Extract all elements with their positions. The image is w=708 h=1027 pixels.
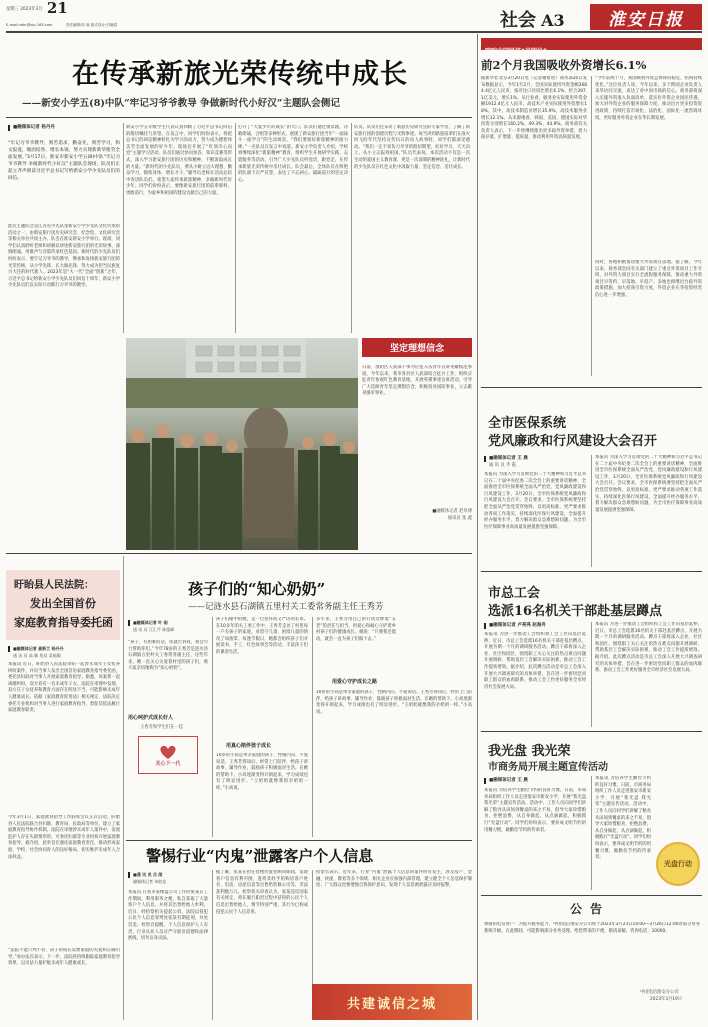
court-text-2: 今年3月1日，家庭教育指导工作联席会议正式启动，盱眙县人民法院联合县妇联、教育局、民政局等单位，建立了家庭教育指导协作机制。法院在审理涉未成年人案件中，发现监护人存在失职情形的，可委托妇联等专业机构开展家庭教育指导。据介绍，此举旨在强化家庭教育责任，推动形成家庭、学校、社会协同育人的良好格局，切实维护未成年人合法权益。 [8, 815, 120, 860]
grandma-subtitle: ——记涟水县石湖镇五里村关工委常务副主任王秀芳 [188, 602, 384, 612]
integrity-banner-text: 共建诚信之城 [346, 996, 437, 1012]
union-byline: ■融媒体记者 卢亮亮 赵海舟 [484, 623, 546, 629]
court-byline: ■融媒体记者 姜新兰 杨丹丹 [8, 646, 64, 652]
photo-credit-1: ■融媒体记者 赵阜博 [432, 509, 472, 514]
plate-text-2: 本报讯 为培养学生勤俭节约的良好习惯，日前，市商务局组织工作人员走进淮安市新安小学，开展“我光盘 我光荣”主题宣传活动。活动中，工作人员向同学们讲解了粮食从田间到餐桌的来之不易，倡导大家珍惜粮食、拒绝浪费，从自身做起，从点滴做起，积极践行“光盘行动”。同学们纷纷表示，要养成文明节约的用餐习惯，做勤俭节约的传承者。 [595, 776, 651, 861]
heart-hands-icon [157, 744, 179, 760]
court-text-1: 本报讯 近日，盱眙县人民法院审结一起涉未成年子女抚养纠纷案件，并向当事人发出全国首份家庭教育指导委托函，委托县妇联对当事人开展家庭教育指导。据悉，该案系一起离婚纠纷，双方育有一名未成年子女。法院在审理中发现，双方在子女抚养和教育方面存在明显不当，可能影响未成年人健康成长。依据《家庭教育促进法》相关规定，法院决定委托专业机构对当事人进行家庭教育指导，督促其依法履行家庭教育职责。 [8, 662, 120, 714]
paper-logo [590, 4, 702, 30]
plate-text-1: 本报讯 为培养学生勤俭节约的良好习惯，日前，市商务局组织工作人员走进淮安市新安小学，开展“我光盘 我光荣”主题宣传活动。活动中，工作人员向同学们讲解了粮食从田间到餐桌的来之不易，倡导大家珍惜粮食、拒绝浪费，从自身做起，从点滴做起，积极践行“光盘行动”。同学们纷纷表示，要养成文明节约的用餐习惯，做勤俭节约的传承者。 [484, 788, 586, 833]
grandma-text-2: 孩子们眼中的她，是一位慈祥而又严厉的长辈。在10多年的关工委工作中，王秀芳走访了村里每一户有孩子的家庭，对留守儿童、困境儿童的情况了如指掌。每逢节假日，她都会组织孩子们开展读书、手工、红色故事会等活动，丰富孩子们的课余生活。 [216, 617, 308, 655]
grandma-subhead-3: 用爱心守护成长之路 [332, 679, 378, 685]
masthead-editor: 责任编辑/宋 蓉 版式设计/吕晓春 [65, 23, 118, 27]
photo-credit-2: 通讯员 张 鑫 [447, 515, 472, 521]
grandma-headline: 孩子们的“知心奶奶” [188, 580, 326, 598]
lead-intro: “牢记习爷爷教导，刻苦追求，勤奋先，刻苦学习，和文报爱，做团结各，增长本领，努力实现新新华使劳全面发展。”3月17日，淮安市新安小学五(8)中队“牢记习爷爷教导 争做新时代小好汉”主题队会现场，队员们正起立齐声朗读习近平总书记写给新安小学少先队员们的回信。 [8, 141, 120, 181]
insider-text-1: 本报讯 在我市某楼盘公司工作的张某在工作期间，利用职务之便，私自获取了大量客户个人信息，并将其出售给他人牟利。近日，经检察机关提起公诉，法院以侵犯公民个人信息罪判处张某有期徒刑，并处罚金。检察官提醒，个人信息保护人人有责，行业从业人员应严守职业道德和法律底线，切勿以身试法。 [128, 890, 208, 942]
soldiers-photo-illustration [126, 338, 358, 550]
lead-title: 在传承新旅光荣传统中成长 [72, 59, 408, 90]
masthead-date: 星期三 2023年3月 [6, 7, 43, 12]
grandma-subhead-2: 用真心陪伴孩子成长 [226, 743, 272, 749]
masthead-page-number: 21 [46, 0, 68, 17]
lead-subtitle: ——新安小学五(8)中队“牢记习爷爷教导 争做新时代小好汉”主题队会侧记 [22, 98, 340, 109]
lead-col1: 此次主题队会是江苏省少先队星新安小学少先队文化传承的活动之一，由新安旅行团历史研究会、纪念馆、文化研究会等相关单位共同主办。队会在淮安新安小学举行。现场，同学们认真聆听老师和讲解员讲述新安旅行团的光荣故事，深情朗诵，用歌声与诗篇传承红色基因。新时代的少先队员们纷纷表示，要牢记习爷爷的教导，继承和发扬新安旅行团的光荣传统，从小学先锋、长大做先锋，努力成为担当民族复兴大任的时代新人。2023年是“大一代”全面“创新”之年，习近平总书记给新安小学少先队员们回信十周年，新安小学少先队员们以实际行动践行习爷爷的教导。 [8, 224, 120, 289]
court-byline-b: 通 讯 员 高 颖 詹双 姜福顺 [13, 653, 61, 658]
notice-title: 公告 [569, 902, 610, 916]
photo-caption-title: 坚定理想信念 [362, 338, 472, 357]
photo-caption-text: 日前，淮阴区人武部干事为应征入伍青年宣讲英雄模范事迹。今年以来，我市各县区人武部结合征兵工作，组织应征青年参观红色教育基地，开展英模事迹宣讲活动，引导广大适龄青年坚定理想信念、积极投身国防事业，立志献身强军事业。 [362, 365, 472, 397]
grandma-text-3: 10岁的小高是单亲家庭的孩子，性格内向、不爱说话。王秀芳得知后，经常上门陪伴，给孩子讲故事、辅导作业，鼓励孩子积极面对生活。在她的帮助下，小高逐渐变得开朗起来，学习成绩也有了明显进步。“王奶奶就像我的亲奶奶一样。”小高说。 [216, 753, 308, 791]
lead-col4: 队员。队员们还采访了新旅历史研究会的专家学者，了解了新安旅行团的创建历程与光辉事迹。每当讲到新旅前辈们在战火纷飞的年代坚持宣传抗日的动人故事时，同学们都深受感动。“我们一定不辜负习爷爷的殷切期望，好好学习，天天向上，从小立志报效祖国。”队员代表说。本次活动不仅是一次生动的爱国主义教育课，更是一次深刻的精神洗礼，让新时代的少先队员在红色文化中汲取力量、坚定信念、茁壮成长。 [354, 125, 470, 170]
plate-byline: ■融媒体记者 王 晨 [484, 778, 528, 784]
grandma-text-5: 10岁的小高是单亲家庭的孩子，性格内向、不爱说话。王秀芳得知后，经常上门陪伴，给孩子讲故事、辅导作业，鼓励孩子积极面对生活。在她的帮助下，小高逐渐变得开朗起来，学习成绩也有了明显进步。“王奶奶就像我的亲奶奶一样。”小高说。 [316, 690, 472, 715]
guangong-logo [138, 736, 198, 774]
grandma-text-1: “孩子，有困难的话，你就告诉我，我会尽力帮助你们。”今年78岁的王秀芳是涟水县石湖镇五里村关工委常务副主任，这些年来，她一直关心关爱着村里的孩子们，被大家亲切地称为“知心奶奶”。 [128, 640, 208, 672]
economy-text-2: “今年前两个月，我国吸收外资总体保持稳定，结构持续优化。”这位负责人说，今年以来，多个跨国企业负责人来华访问交流，表达了对中国市场的信心。商务部将深入实施外资准入负面清单，落实好外资企业国民待遇，加大对外资企业的服务保障力度，推动出台更多投资促进政策，持续打造市场化、法治化、国际化一流营商环境，更好服务外资企业在华长期发展。 [595, 76, 702, 121]
guangong-logo-text: 关心下一代 [155, 760, 181, 767]
union-text-2: 本报讯 为进一步推动工会组织和工会工作向基层延伸，近日，市总工会选派16名机关干部赴基层蹲点，开展为期一个月的调研服务活动。蹲点干部将深入企业、社区和园区，围绕职工关心关注的热点难点问题开展调研，帮助基层工会解决实际困难，推动工会工作提质增效。据介绍，此次蹲点活动是市总工会深入开展大兴调查研究的具体举措，旨在进一步密切党同职工群众的血肉联系，推动工会工作更好服务全市经济社会发展大局。 [595, 622, 702, 674]
grandma-byline-b: 通 讯 员 江汇芹 陈俊峰 [133, 627, 175, 632]
lead-col2: 新安小学五年级学生代表认真回顾了习近平总书记回信的殷切嘱托与厚望。在发言中，同学们纷纷表示，将把总书记的回信精神转化为学习的动力，努力成为德智体美劳全面发展的好少年。现场还开展了“红领巾心向党”主题学习活动，队员们通过快问快答、知识竞赛等形式，深入学习新安旅行团的历史和精神，不断汲取成长的力量。“新时代的少先队员，要从小树立远大理想，勤奋学习，锻炼身体，增长才干。”辅导员老师在活动总结中寄语队员们，希望大家传承新旅精神，争做新时代好少年。同学们纷纷表示，要像新安旅行团的前辈那样，勇敢前行，为家乡和祖国的建设贡献自己的力量。 [126, 125, 232, 196]
insider-text-3: 检察官表示，近年来，行业“内鬼”泄露个人信息的案件时有发生，涉及房产、金融、快递、教育等多个领域。相关企业应加强内部管理，建立健全个人信息保护制度；广大群众也要增强自我保护意识，发现个人信息被泄露应及时报警。 [316, 870, 472, 889]
photo-caption-block [362, 338, 472, 550]
economy-kicker-bar [481, 38, 702, 55]
grandma-byline: ■融媒体记者 叶 刚 [128, 620, 168, 626]
clean-plate-badge [656, 842, 700, 886]
masthead-email-line [6, 22, 306, 29]
masthead-email: E-mail:hahr@vip.163.com [6, 23, 53, 27]
court-headline-b: 发出全国首份 [30, 597, 96, 610]
economy-kicker: 唱响中国经济“光明论” [485, 48, 547, 55]
insider-text-2: 据了解，张某在担任售楼处置业顾问期间，发现客户信息有利可图，遂将其经手的购房客户姓名、电话、房屋信息等出售给装修公司等，非法获利数万元。检察机关审查认为，张某违反国家有关规定，将在履行职责过程中获得的公民个人信息出售给他人，情节特别严重，其行为已构成侵犯公民个人信息罪。 [216, 870, 308, 915]
grandma-subhead-1: 用心呵护式成长好人 [128, 715, 174, 721]
medical-headline-a: 全市医保系统 [488, 416, 567, 431]
masthead-section-name: 社会 [500, 10, 536, 31]
masthead-date-line [6, 0, 206, 17]
economy-text-1: 据新华社北京3月20日电（记者谢希瑶）商务部20日发布数据显示，今年1至2月，全国实际使用外资金额2684.4亿元人民币，按可比口径同比增长6.1%，折合397.1亿美元，增长1%。从行业看，服务业实际使用外资金额1912.4亿元人民币；高技术产业实际使用外资增长18%。其中，高技术制造业增长35.9%，高技术服务业增长12.1%。从来源地看，韩国、美国、德国实际对华投资分别增长160.2%、49.3%、44.9%。商务部有关负责人表示，下一步将继续推出更多稳外资举措，着力稳存量、扩增量、提质量，推动利用外资高质量发展。 [481, 76, 587, 141]
medical-headline-b: 党风廉政和行风建设大会召开 [488, 434, 658, 449]
lead-col3: 打开了“大爱少年的成长”的大门。队员们通过情景剧、诗歌朗诵、合唱等多种形式，展现了新安旅行团当年“一面战斗一面学习”的生动场景。“我们要接好新旅精神的接力棒。”一名队员在发言中说道。新安小学负责人介绍，学校将继续深化“新旅精神”教育，组织学生开展研学实践、志愿服务等活动，引导广大少先队员听党话、跟党走，在传承新旅光荣传统中茁壮成长。队会最后，全体队员在鲜艳的队旗下庄严宣誓，表达了不忘初心、砥砺前行的坚定决心。 [238, 125, 348, 183]
medical-byline-b: 通 讯 员 齐 霞 [489, 463, 516, 468]
court-headline-box [6, 570, 120, 640]
medical-text-1: 本报讯 为深入学习贯彻党的二十大精神和习近平总书记在二十届中央纪委二次全会上的重要讲话精神，全面推进全市医保系统全面从严治党、党风廉政建设和行风建设工作，3月20日，全市医保系统党风廉政和行风建设大会召开。会议要求，全市医保系统要坚持把全面从严治党贯穿始终，以更高标准、更严要求推动各项工作落实，持续深化医保行风建设，全面提升经办服务水平，着力解决群众急难愁盼问题，为全市医疗保障事业高质量发展提供坚强保障。 [484, 472, 586, 530]
plate-headline-b: 市商务局开展主题宣传活动 [488, 762, 608, 773]
notice-text: 尊敬的电信客户：为提升服务能力，中国电信淮安分公司将于2023年3月23日14:00—3月26日12:00对部分业务系统升级。在此期间，可能影响部分业务受理。给您带来的不便，敬请谅解。咨询电话：10000。 [484, 922, 700, 934]
soldiers-photo [126, 338, 358, 550]
court-text-3: “法院不能只判不管，孩子的成长需要家庭的关爱和正确引导。”承办法官表示，下一步，法院将持续跟踪家庭教育指导效果，以司法力量护航未成年人健康成长。 [8, 948, 120, 967]
union-headline-a: 市总工会 [488, 586, 541, 601]
insider-headline: 警惕行业“内鬼”泄露客户个人信息 [146, 847, 374, 865]
economy-text-3: 同时，各地积极推动重大外资项目落地。据了解，今年以来，商务部会同有关部门建立了重点外资项目工作专班，对外资大项目实行全流程服务保障，推动重大外资项目早签约、早落地、早投产。多地也相继出台稳外资政策措施，加大招商引资力度，外资企业在华投资经营信心进一步增强。 [595, 260, 702, 298]
notice-sign-1: 中国电信淮安分公司 [640, 990, 679, 995]
integrity-banner [312, 984, 472, 1020]
paper-logo-text: 淮安日报 [608, 9, 684, 30]
union-headline-b: 选派16名机关干部赴基层蹲点 [488, 604, 663, 619]
economy-headline: 前2个月我国吸收外资增长6.1% [481, 58, 647, 72]
grandma-photo-caption: 王秀芳和学生们在一起 [140, 725, 183, 730]
insider-byline: ■通 讯 员 吕 闻 [128, 872, 162, 878]
grandma-text-4: 多年来，王秀芳用自己的行动诠释着“五老”的责任与担当，用爱心和耐心守护着乡村孩子们的健康成长。她说：“只要我还能动，就会一直为孩子们做下去。” [316, 617, 396, 642]
court-headline-c: 家庭教育指导委托函 [14, 616, 113, 629]
clean-plate-badge-text: 光盘行动 [664, 859, 692, 868]
notice-sign-2: 2023年3月19日 [650, 997, 683, 1002]
masthead-page-code: A3 [541, 11, 565, 30]
insider-byline-b: 融媒体记者 单皖龙 [133, 879, 167, 884]
union-text-1: 本报讯 为进一步推动工会组织和工会工作向基层延伸，近日，市总工会选派16名机关干部赴基层蹲点，开展为期一个月的调研服务活动。蹲点干部将深入企业、社区和园区，围绕职工关心关注的热点难点问题开展调研，帮助基层工会解决实际困难，推动工会工作提质增效。据介绍，此次蹲点活动是市总工会深入开展大兴调查研究的具体举措，旨在进一步密切党同职工群众的血肉联系，推动工会工作更好服务全市经济社会发展大局。 [484, 632, 586, 690]
court-headline-a: 盱眙县人民法院： [14, 580, 94, 591]
medical-text-2: 本报讯 为深入学习贯彻党的二十大精神和习近平总书记在二十届中央纪委二次全会上的重要讲话精神，全面推进全市医保系统全面从严治党、党风廉政建设和行风建设工作，3月20日，全市医保系统党风廉政和行风建设大会召开。会议要求，全市医保系统要坚持把全面从严治党贯穿始终，以更高标准、更严要求推动各项工作落实，持续深化医保行风建设，全面提升经办服务水平，着力解决群众急难愁盼问题，为全市医疗保障事业高质量发展提供坚强保障。 [595, 455, 702, 513]
masthead-section [500, 6, 565, 32]
lead-byline: ■融媒体记者 杨丹丹 [8, 125, 55, 131]
plate-headline-a: 我光盘 我光荣 [488, 744, 571, 759]
medical-byline: ■融媒体记者 王 晨 [484, 456, 528, 462]
